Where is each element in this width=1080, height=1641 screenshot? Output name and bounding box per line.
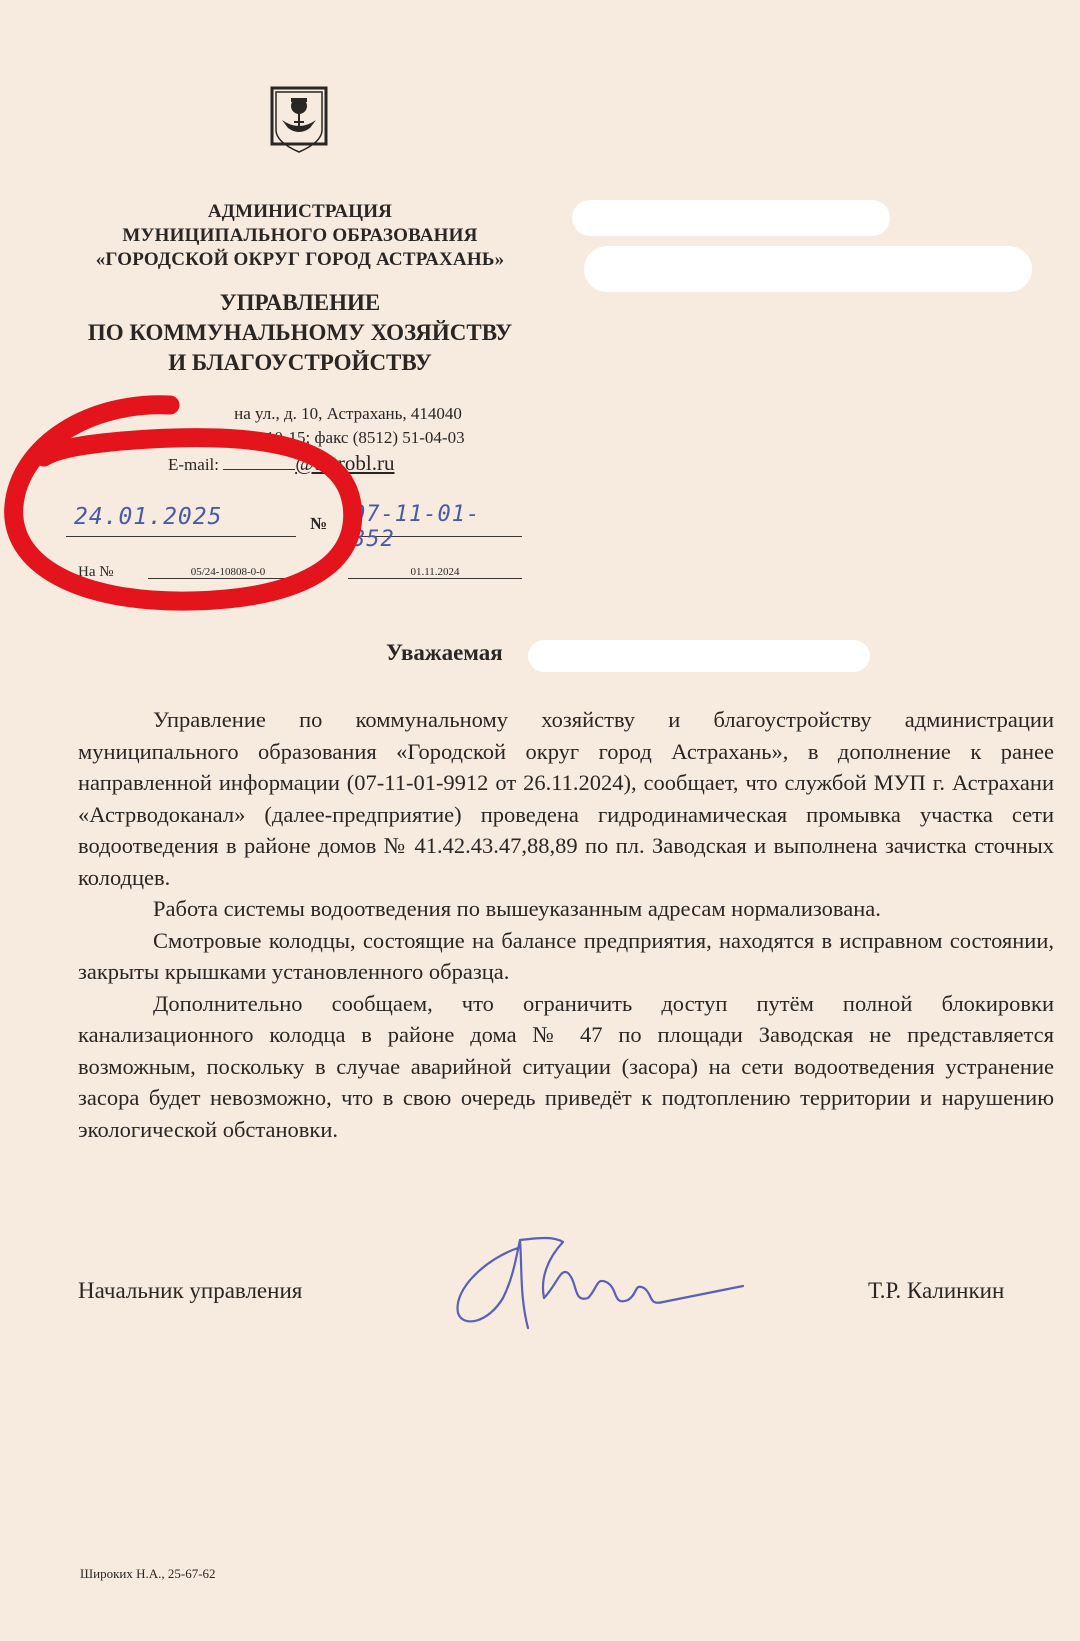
dept-line-2: ПО КОММУНАЛЬНОМУ ХОЗЯЙСТВУ — [87, 320, 513, 345]
dept-line-3: И БЛАГОУСТРОЙСТВУ — [168, 350, 432, 375]
dept-line-1: УПРАВЛЕНИЕ — [219, 290, 381, 315]
body-paragraph-2: Работа системы водоотведения по вышеуказанным адресам нормализована. — [153, 896, 881, 921]
department-name — [40, 288, 560, 378]
email-label: E-mail: — [168, 455, 219, 474]
handwritten-signature — [448, 1228, 748, 1338]
in-reply-label: На № — [78, 564, 114, 580]
org-line-3: «ГОРОДСКОЙ ОКРУГ ГОРОД АСТРАХАНЬ» — [95, 249, 505, 270]
red-marker-circle — [0, 395, 370, 625]
letter-body — [78, 704, 1054, 1145]
in-reply-number: 05/24-10808-0-0 — [148, 566, 308, 579]
number-label: № — [310, 514, 328, 533]
org-line-2: МУНИЦИПАЛЬНОГО ОБРАЗОВАНИЯ — [122, 225, 478, 246]
phone-fax-line: Тел. (8512) 25-10-15; факс (8512) 51-04-03 — [159, 428, 465, 447]
body-paragraph-4: Дополнительно сообщаем, что ограничить доступ путём полной блокировки канализационного колодца в районе дома № 47 по площади Заводская не представляется возможным, поскольку в случае аварийной ситуации (засора) на сети водоотведения устранение засора будет невозможно, что в свою очередь приведёт к подтоплению территории и нарушению экологической обстановки. — [78, 990, 1054, 1142]
body-paragraph-1: Управление по коммунальному хозяйству и благоустройству администрации муниципального образования «Городской округ город Астрахань», в дополнение к ранее направленной информации (07-11-01-9912 от 26.11.2024), сообщает, что службой МУП г. Астрахани «Астрводоканал» (далее-предприятие) проведена гидродинамическая промывка участка сети водоотведения в районе домов № 41.42.43.47,88,89 по пл. Заводская и выполнена зачистка сточных колодцев. — [78, 707, 1054, 890]
recipient-redaction-1 — [572, 200, 890, 236]
salutation — [386, 640, 503, 666]
executor-info: Широких Н.А., 25-67-62 — [80, 1566, 216, 1581]
signatory-name: Т.Р. Калинкин — [868, 1278, 1005, 1303]
address-line: на ул., д. 10, Астрахань, 414040 — [234, 404, 462, 423]
in-reply-date: 01.11.2024 — [348, 566, 522, 579]
recipient-redaction-2 — [584, 246, 1032, 292]
signatory-position: Начальник управления — [78, 1278, 303, 1303]
email-address: @astrobl.ru — [295, 451, 395, 475]
addressee-name-redaction — [528, 640, 870, 672]
org-line-1: АДМИНИСТРАЦИЯ — [207, 201, 393, 222]
organization-name — [50, 200, 550, 272]
outgoing-number: 07-11-01-352 — [352, 502, 481, 552]
salutation-text: Уважаемая — [386, 640, 503, 665]
coat-of-arms-emblem — [270, 86, 328, 158]
outgoing-date: 24.01.2025 — [74, 504, 223, 530]
body-paragraph-3: Смотровые колодцы, состоящие на балансе предприятия, находятся в исправном состоянии, закрыты крышками установленного образца. — [78, 927, 1054, 984]
